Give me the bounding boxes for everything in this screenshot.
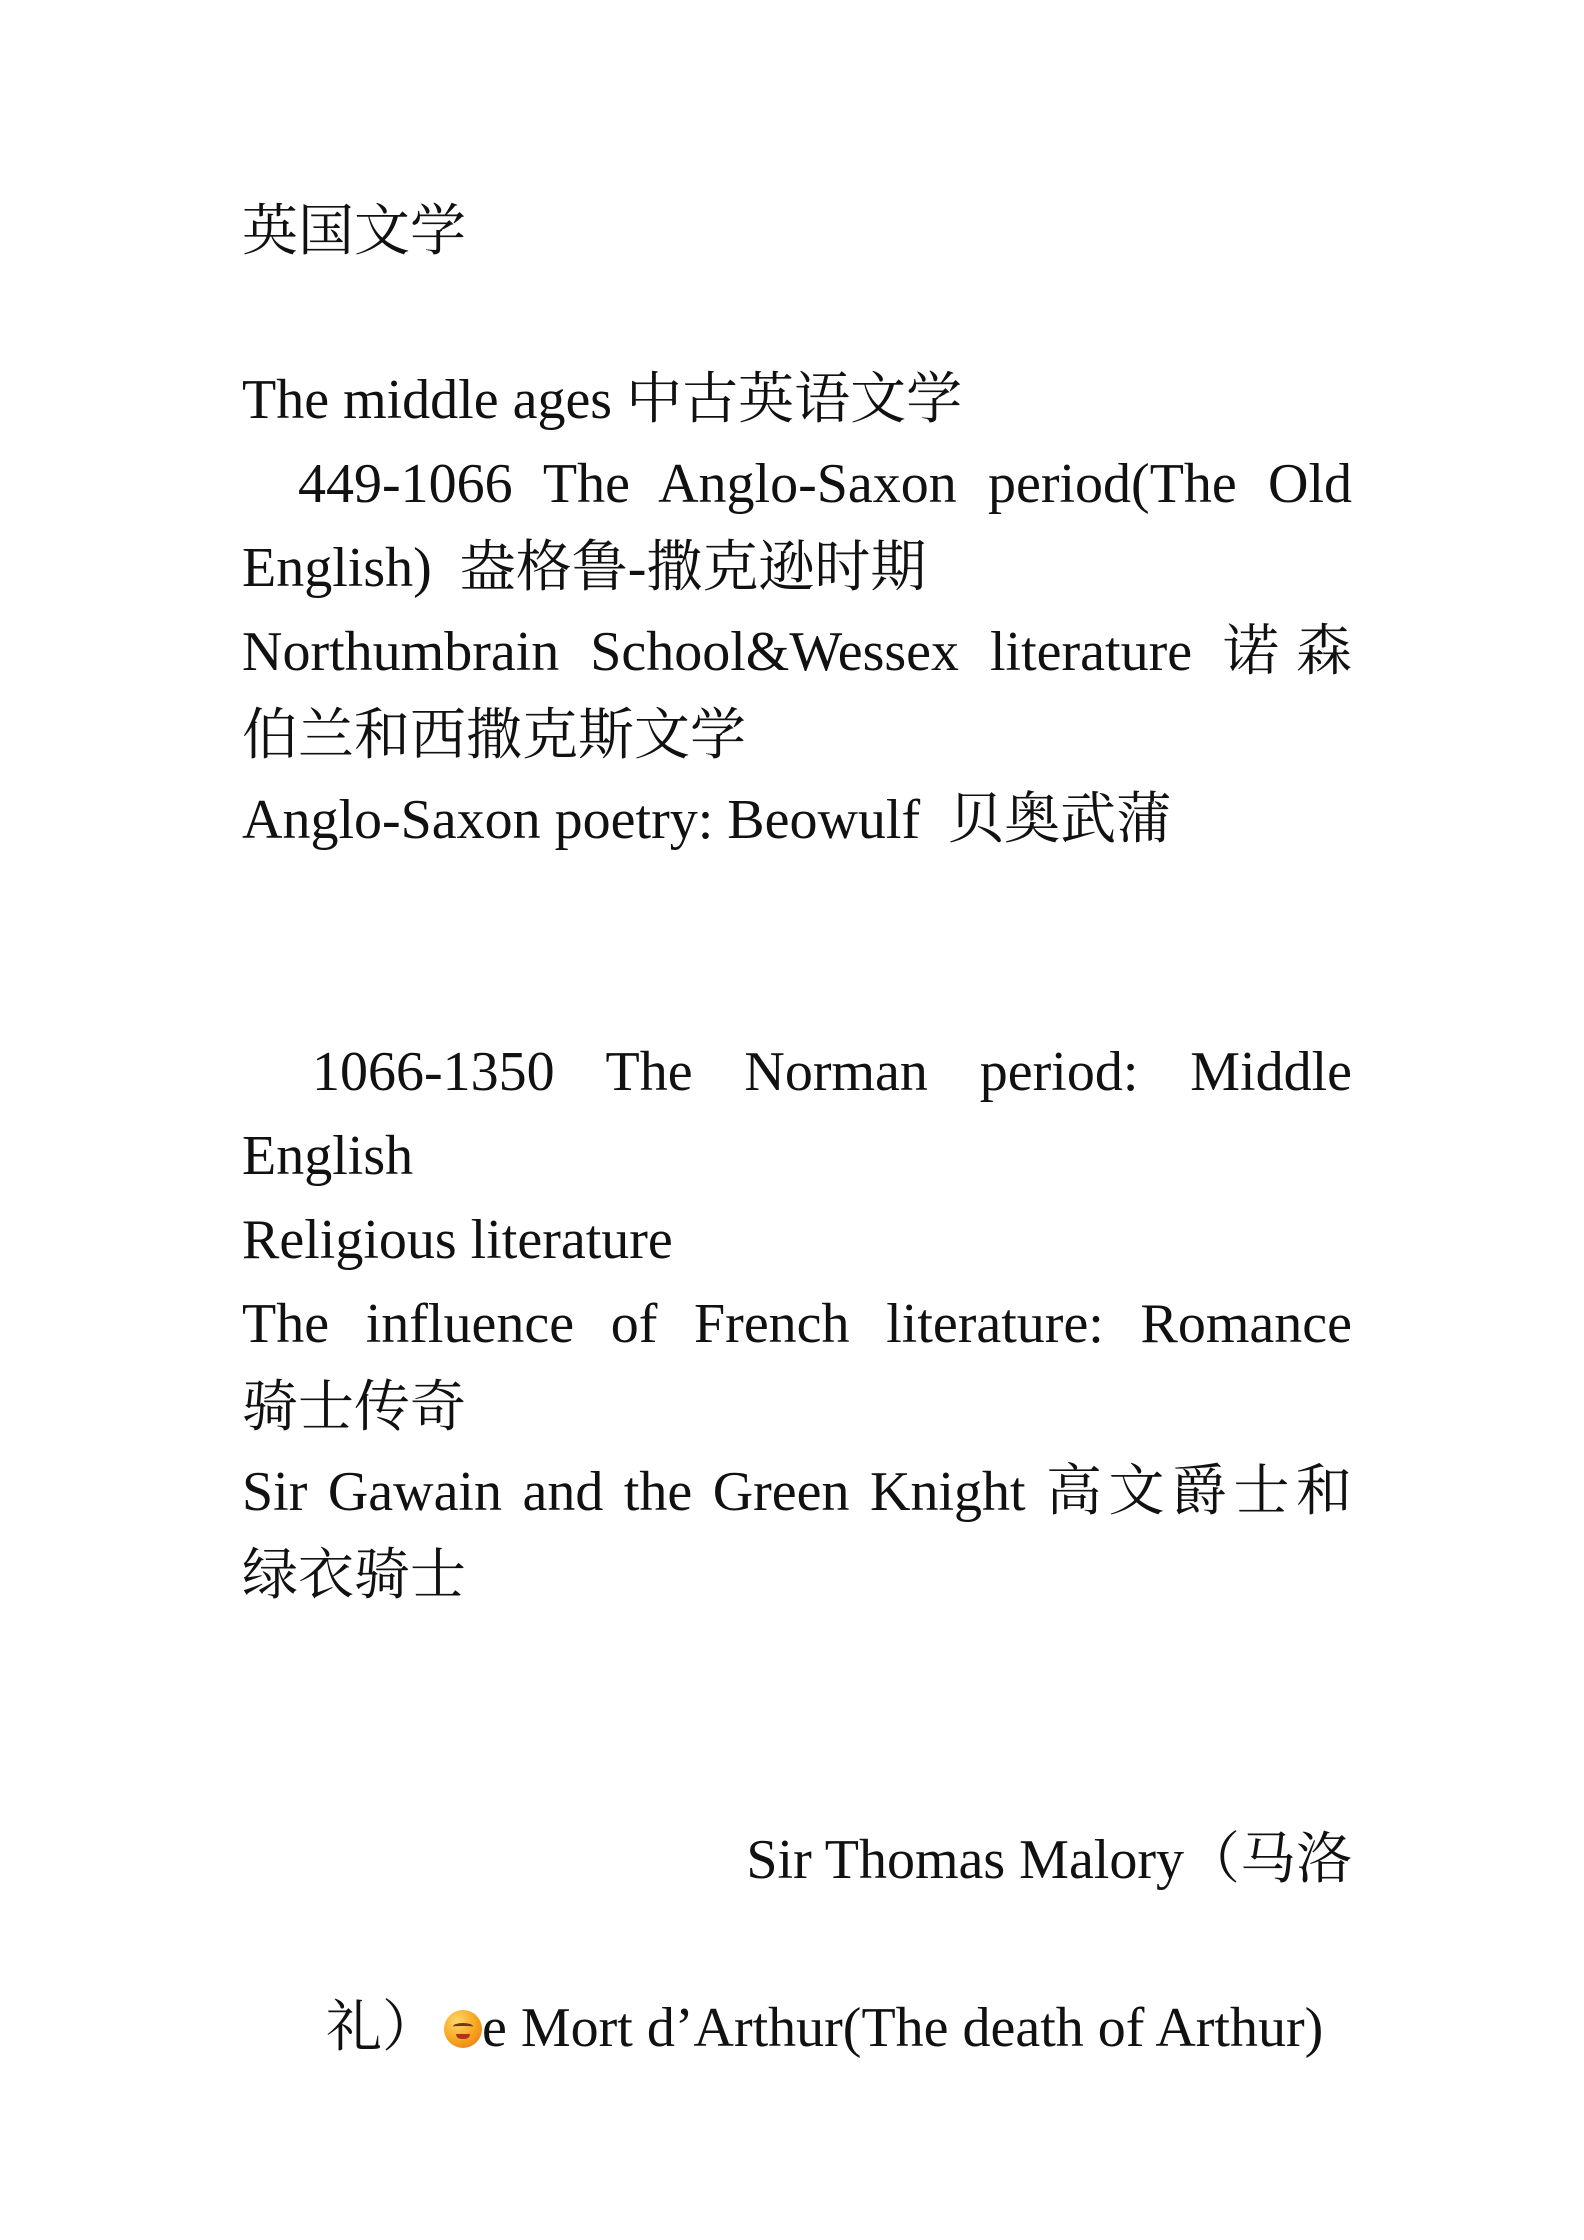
malory-line-2-suffix: e Mort d’Arthur(The death of Arthur): [482, 1997, 1324, 2059]
page-title: 英国文学: [242, 201, 466, 263]
gawain-line-2: 绿衣骑士: [242, 1545, 466, 1607]
document-body: [242, 190, 1352, 2154]
anglo-saxon-poetry-line: Anglo-Saxon poetry: Beowulf 贝奥武蒲: [242, 789, 1173, 851]
anglo-saxon-period-line-1: 449-1066 The Anglo-Saxon period(The Old: [298, 453, 1352, 515]
section-spacer-2: [242, 1618, 1352, 1818]
section-middle-ages-heading: The middle ages 中古英语文学: [242, 369, 963, 431]
northumbrian-school-line-1: Northumbrain School&Wessex literature 诺森: [242, 621, 1352, 683]
emoji-face-icon: [444, 2010, 482, 2048]
french-influence-line-1: The influence of French literature: Romance: [242, 1293, 1352, 1355]
malory-line-2-prefix: 礼）: [326, 1997, 438, 2059]
gawain-line-1: Sir Gawain and the Green Knight 高文爵士和: [242, 1461, 1352, 1523]
norman-period-line-1: 1066-1350 The Norman period: Middle: [312, 1041, 1352, 1103]
french-influence-line-2: 骑士传奇: [242, 1377, 466, 1439]
malory-line-1: Sir Thomas Malory（马洛: [746, 1829, 1352, 1891]
malory-line-2: [242, 1902, 1352, 2154]
northumbrian-school-line-2: 伯兰和西撒克斯文学: [242, 705, 746, 767]
norman-period-line-2: English: [242, 1125, 414, 1187]
section-spacer: [242, 862, 1352, 1030]
religious-literature-line: Religious literature: [242, 1209, 673, 1271]
anglo-saxon-period-line-2: English) 盎格鲁-撒克逊时期: [242, 537, 927, 599]
